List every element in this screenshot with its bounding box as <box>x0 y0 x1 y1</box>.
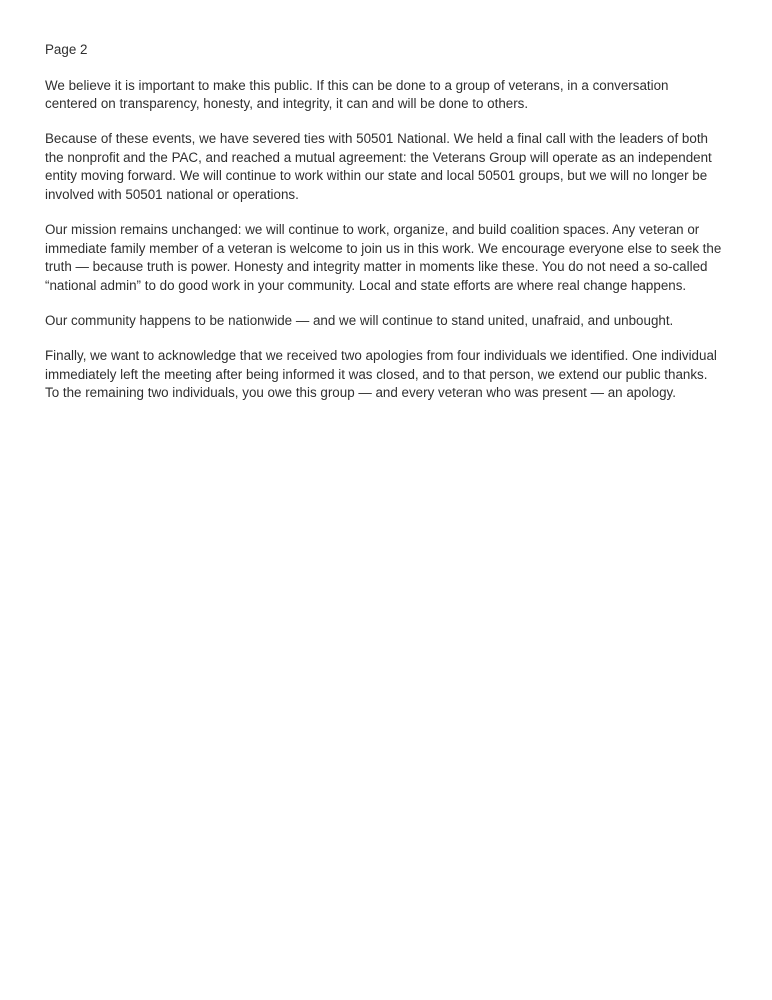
page-number: Page 2 <box>45 42 88 57</box>
paragraph-community: Our community happens to be nationwide — and we will continue to stand united, unafraid, and unbought. <box>45 313 674 329</box>
paragraph-severed-ties: Because of these events, we have severed ties with 50501 National. We held a final call with the leaders of both the nonprofit and the PAC, and reached a mutual agreement: the Veterans Group will operate as an independent entity moving forward. We will continue to work within our state and local 50501 groups, but we will no longer be involved with 50501 national or operations. <box>45 131 712 203</box>
paragraph-mission: Our mission remains unchanged: we will continue to work, organize, and build coalition spaces. Any veteran or immediate family member of a veteran is welcome to join us in this work. We encourage everyone else to seek the truth — because truth is power. Honesty and integrity matter in moments like these. You do not need a so-called “national admin” to do good work in your community. Local and state efforts are where real change happens. <box>45 222 722 293</box>
paragraph-public-statement: We believe it is important to make this public. If this can be done to a group of veterans, in a conversation centered on transparency, honesty, and integrity, it can and will be done to others. <box>45 77 669 112</box>
paragraph-apologies: Finally, we want to acknowledge that we received two apologies from four individuals we identified. One individual immediately left the meeting after being informed it was closed, and to that person, we extend our public thanks. To the remaining two individuals, you owe this group — and every veteran who was present — an apology. <box>45 348 717 401</box>
